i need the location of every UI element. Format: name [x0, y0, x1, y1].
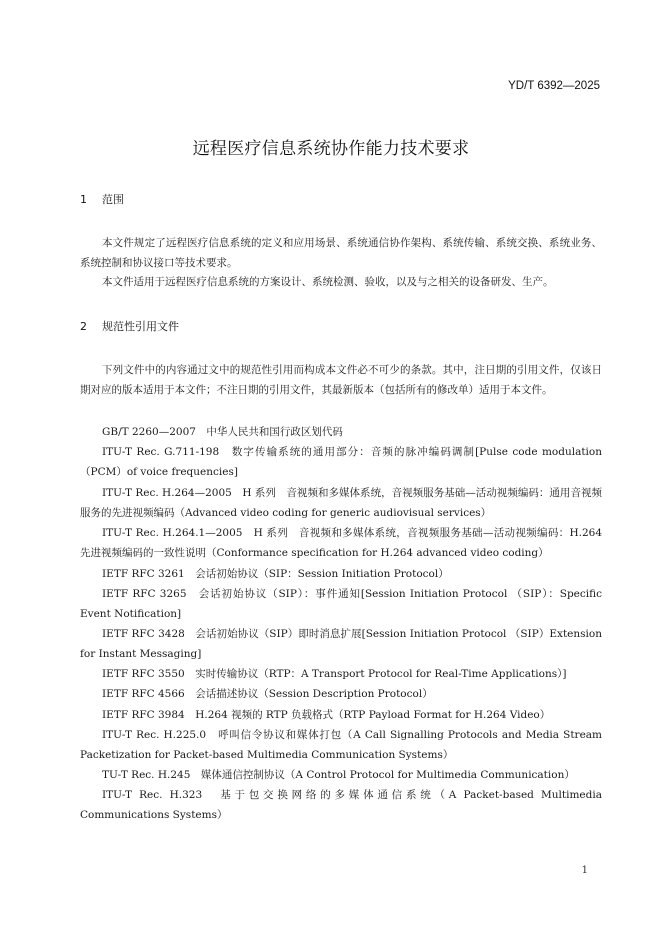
section-number: 2 [80, 320, 87, 333]
paragraph: 下列文件中的内容通过文中的规范性引用而构成本文件必不可少的条款。其中，注日期的引用文件，仅该日期对应的版本适用于本文件；不注日期的引用文件，其最新版本（包括所有的修改单）适用于本文件。 [80, 364, 602, 396]
reference-item: IETF RFC 4566 会话描述协议（Session Description Protocol） [102, 688, 433, 700]
reference-item: IETF RFC 3261 会话初始协议（SIP：Session Initiation Protocol） [102, 568, 449, 580]
standard-code: YD/T 6392—2025 [508, 80, 600, 92]
reference-item: IETF RFC 3428 会话初始协议（SIP）即时消息扩展[Session Initiation Protocol （SIP）Extension for Instant Messaging] [80, 628, 602, 660]
reference-item: IETF RFC 3265 会话初始协议（SIP）：事件通知[Session Initiation Protocol （SIP）：Specific Event Notification] [80, 588, 602, 620]
reference-item: ITU-T Rec. H.264—2005 H 系列 音视频和多媒体系统，音视频服务基础—活动视频编码：通用音视频服务的先进视频编码（Advanced video coding for generic audiovisual services） [80, 487, 602, 519]
reference-item: ITU-T Rec. H.225.0 呼叫信令协议和媒体打包（A Call Signalling Protocols and Media Stream Packetization for Packet-based Multimedia Communication Systems） [80, 729, 602, 761]
section-2-heading [80, 318, 179, 334]
section-number: 1 [80, 193, 87, 206]
reference-item: ITU-T Rec. H.264.1—2005 H 系列 音视频和多媒体系统，音视频服务基础—活动视频编码：H.264 先进视频编码的一致性说明（Conformance specification for H.264 advanced video coding） [80, 527, 602, 559]
paragraph: 本文件适用于远程医疗信息系统的方案设计、系统检测、验收，以及与之相关的设备研发、生产。 [102, 276, 554, 288]
reference-item: IETF RFC 3550 实时传输协议（RTP：A Transport Protocol for Real-Time Applications）] [102, 668, 567, 680]
page-number: 1 [581, 865, 588, 876]
reference-item: IETF RFC 3984 H.264 视频的 RTP 负载格式（RTP Payload Format for H.264 Video） [102, 709, 551, 721]
section-1-heading [80, 191, 124, 207]
section-title: 范围 [102, 193, 124, 206]
paragraph: 本文件规定了远程医疗信息系统的定义和应用场景、系统通信协作架构、系统传输、系统交换、系统业务、系统控制和协议接口等技术要求。 [80, 237, 602, 269]
reference-item: GB/T 2260—2007 中华人民共和国行政区划代码 [102, 426, 343, 438]
document-title: 远程医疗信息系统协作能力技术要求 [192, 139, 470, 159]
reference-item: ITU-T Rec. H.323 基于包交换网络的多媒体通信系统（A Packet-based Multimedia Communications Systems） [80, 789, 602, 821]
section-title: 规范性引用文件 [102, 320, 179, 333]
reference-item: TU-T Rec. H.245 媒体通信控制协议（A Control Protocol for Multimedia Communication） [102, 769, 575, 781]
reference-item: ITU-T Rec. G.711-198 数字传输系统的通用部分：音频的脉冲编码调制[Pulse code modulation（PCM）of voice frequencies] [80, 446, 602, 478]
